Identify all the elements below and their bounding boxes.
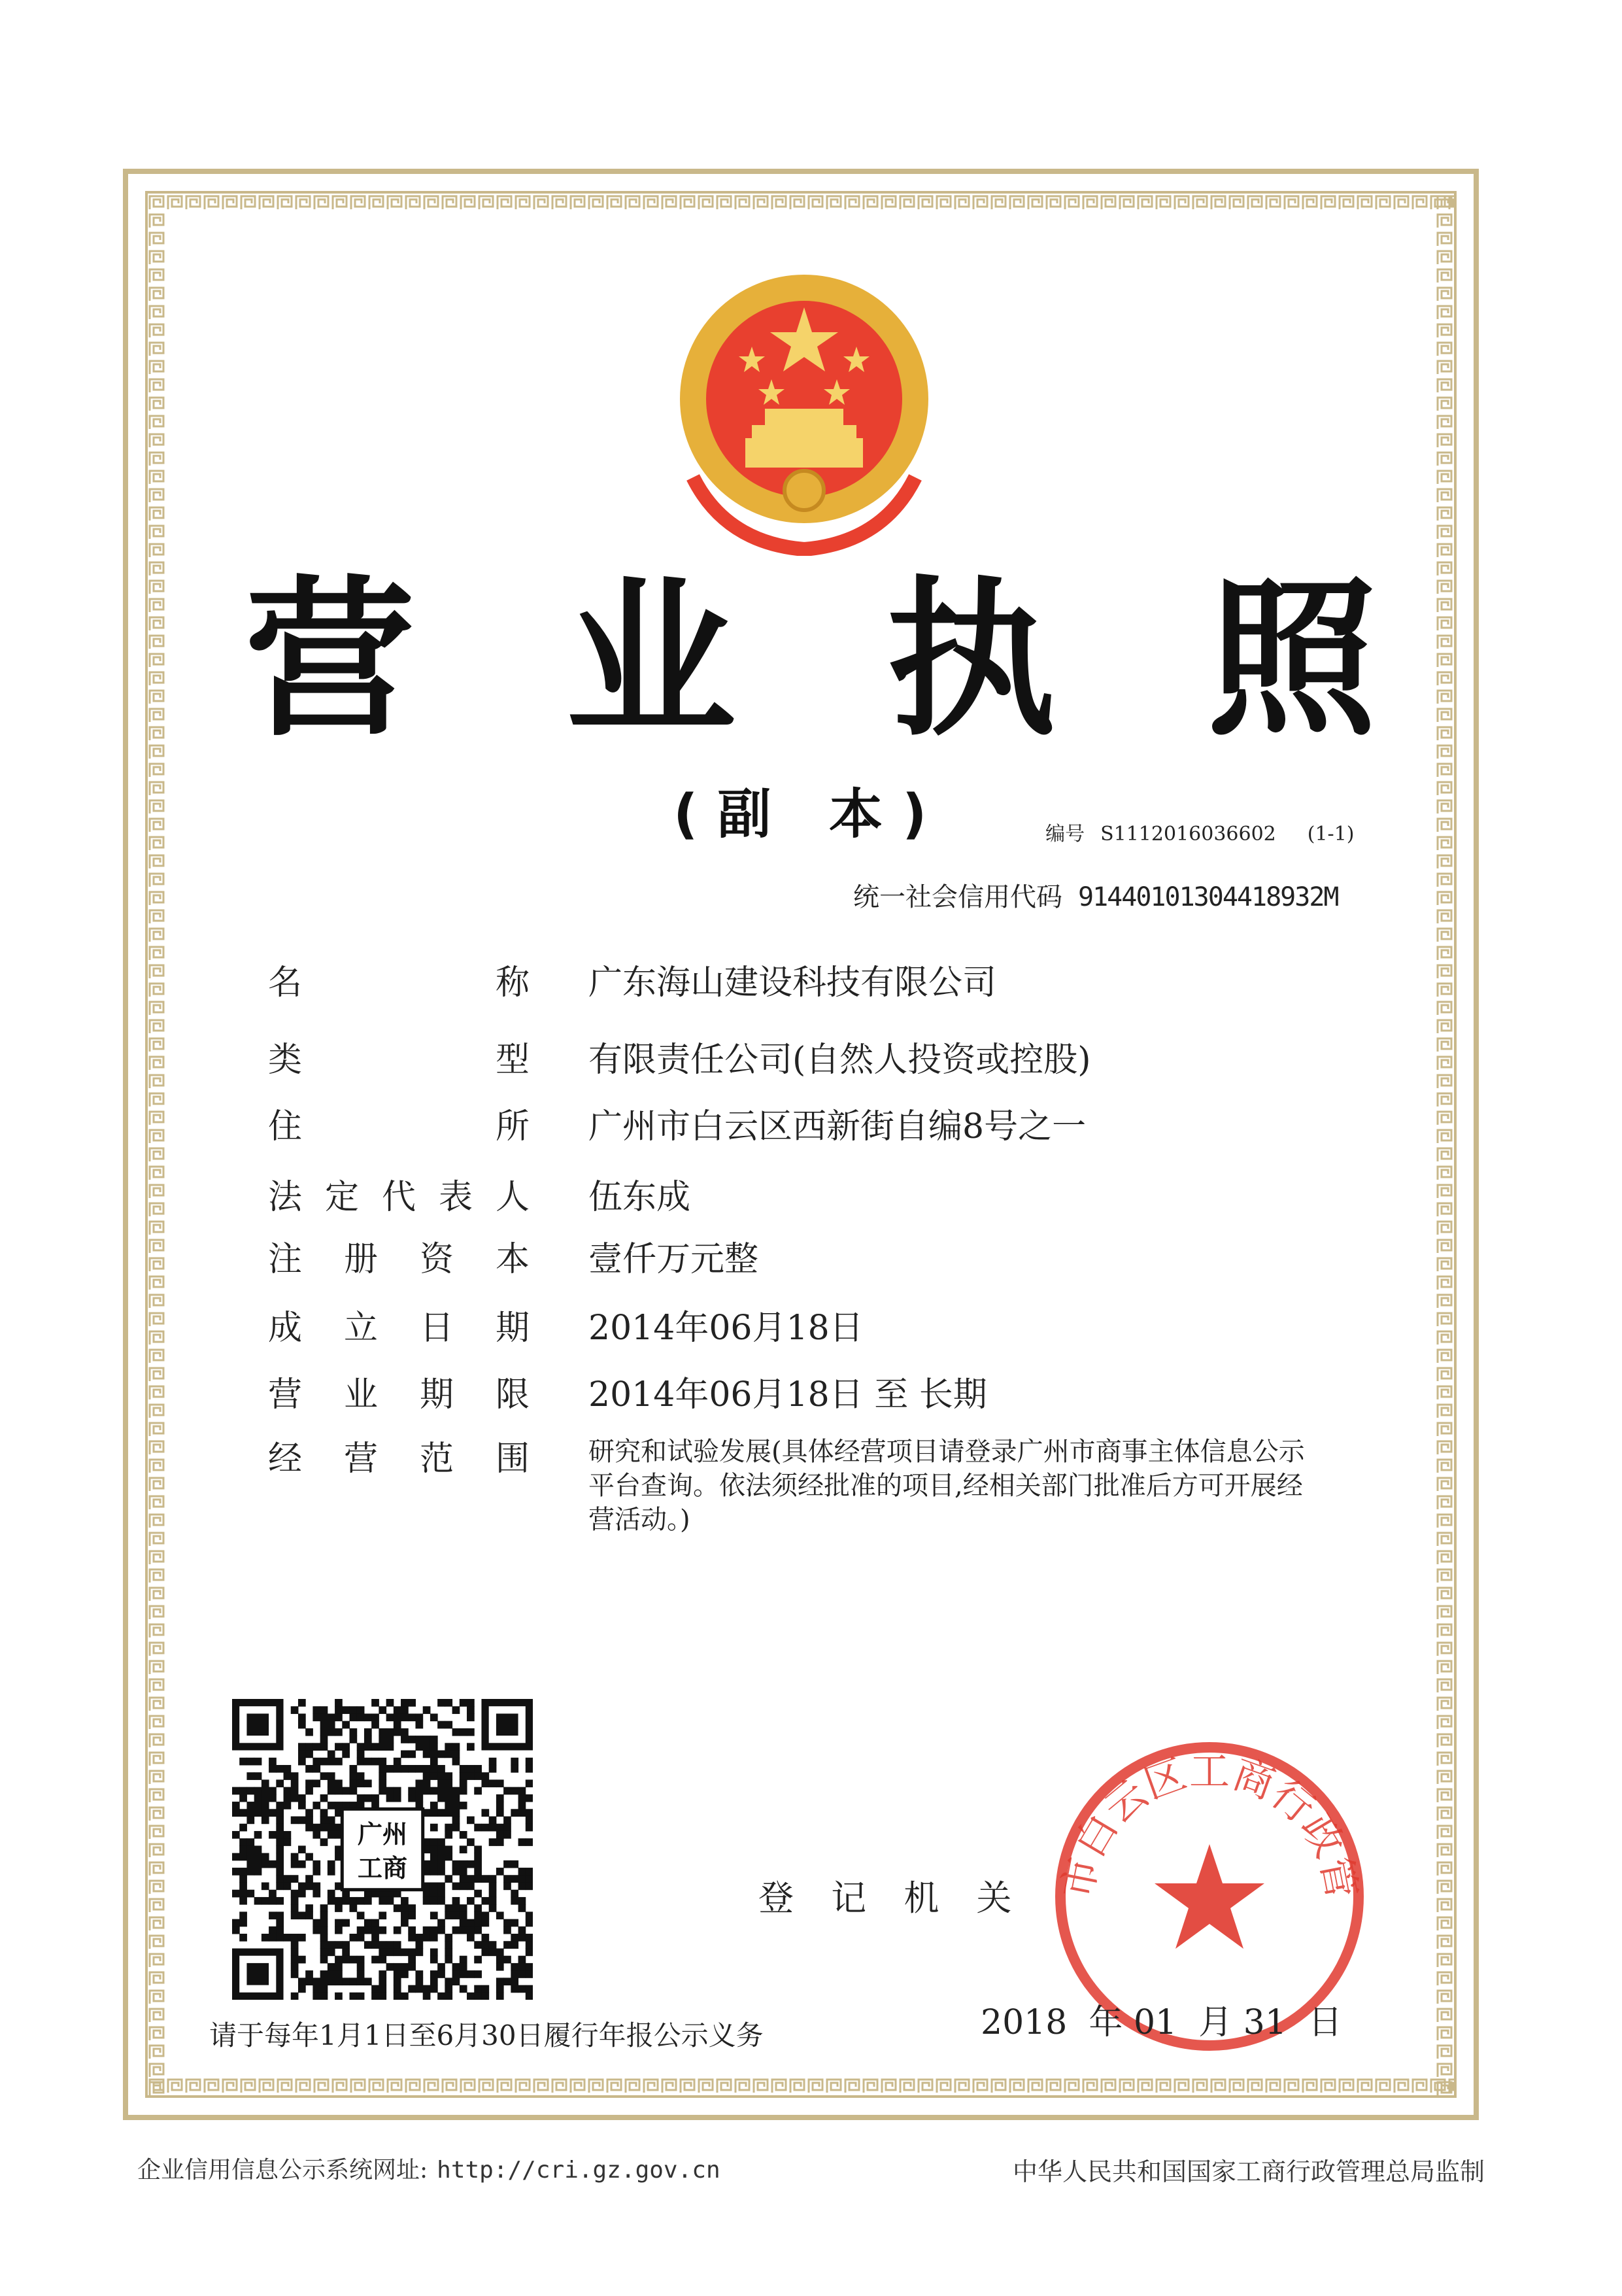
meander-right	[1436, 194, 1454, 2095]
field-founded	[268, 1300, 864, 1349]
field-capital	[268, 1231, 758, 1280]
serial-label: 编号	[1045, 823, 1085, 846]
seal-text: 市白云区工商行政管	[1053, 1747, 1366, 1902]
qr-badge-text: 广州	[357, 1820, 408, 1849]
date-month: 01	[1133, 2003, 1177, 2042]
footer-issuer: 中华人民共和国国家工商行政管理总局监制	[1012, 2157, 1485, 2186]
field-label: 法 定 代 表 人	[268, 1178, 530, 1217]
field-legal-rep	[268, 1169, 690, 1218]
field-value: 广州市白云区西新街自编8号之一	[588, 1107, 1087, 1146]
field-label: 经 营 范 围	[268, 1439, 530, 1479]
footer-website-link[interactable]: http://cri.gz.gov.cn	[437, 2157, 720, 2184]
field-value: 壹仟万元整	[588, 1240, 759, 1279]
date-year: 2018	[981, 2003, 1068, 2042]
scope-line: 研究和试验发展(具体经营项目请登录广州市商事主体信息公示	[588, 1437, 1305, 1467]
serial-value: S1112016036602	[1100, 823, 1276, 846]
date-day: 31	[1243, 2003, 1287, 2042]
field-value: 有限责任公司(自然人投资或控股)	[588, 1040, 1091, 1080]
qr-badge-text: 工商	[357, 1853, 408, 1883]
field-label: 成 立 日 期	[268, 1309, 530, 1348]
field-name	[268, 955, 996, 1004]
field-label: 住 所	[268, 1107, 530, 1146]
date-day-unit: 日	[1308, 2003, 1342, 2042]
footer-website-label: 企业信用信息公示系统网址:	[137, 2157, 428, 2184]
field-type	[268, 1032, 1091, 1081]
national-emblem-icon	[673, 268, 935, 556]
annual-report-notice: 请于每年1月1日至6月30日履行年报公示义务	[209, 2019, 764, 2051]
field-value: 伍东成	[588, 1178, 691, 1217]
scope-line: 营活动。)	[588, 1505, 690, 1535]
field-term	[268, 1367, 987, 1416]
footer-website	[137, 2151, 720, 2185]
issue-date	[981, 1995, 1342, 2044]
date-year-unit: 年	[1089, 2003, 1123, 2042]
field-value: 2014年06月18日	[588, 1309, 864, 1348]
credit-label: 统一社会信用代码	[853, 882, 1062, 912]
credit-value: 91440101304418932M	[1078, 882, 1338, 912]
business-scope	[588, 1435, 1373, 1537]
field-label: 营 业 期 限	[268, 1375, 530, 1414]
field-label: 注 册 资 本	[268, 1240, 530, 1279]
qr-code[interactable]	[232, 1699, 533, 2000]
meander-top	[148, 194, 1454, 212]
scope-line: 平台查询。依法须经批准的项目,经相关部门批准后方可开展经	[588, 1471, 1303, 1501]
meander-left	[148, 194, 166, 2095]
document-title: 营 业 执 照	[245, 562, 1423, 759]
credit-code	[853, 876, 1338, 914]
field-label: 名 称	[268, 963, 530, 1002]
field-label: 类 型	[268, 1040, 530, 1080]
date-month-unit: 月	[1198, 2003, 1233, 2042]
registration-authority-label: 登 记 机 关	[758, 1877, 1025, 1919]
document-subtitle: (副 本)	[673, 783, 947, 846]
meander-bottom	[148, 2077, 1454, 2095]
field-scope	[268, 1431, 530, 1480]
serial-suffix: (1-1)	[1307, 823, 1355, 846]
field-address	[268, 1099, 1086, 1148]
serial-number	[1033, 795, 1354, 846]
field-value: 2014年06月18日 至 长期	[588, 1375, 987, 1414]
field-value: 广东海山建设科技有限公司	[588, 963, 997, 1002]
